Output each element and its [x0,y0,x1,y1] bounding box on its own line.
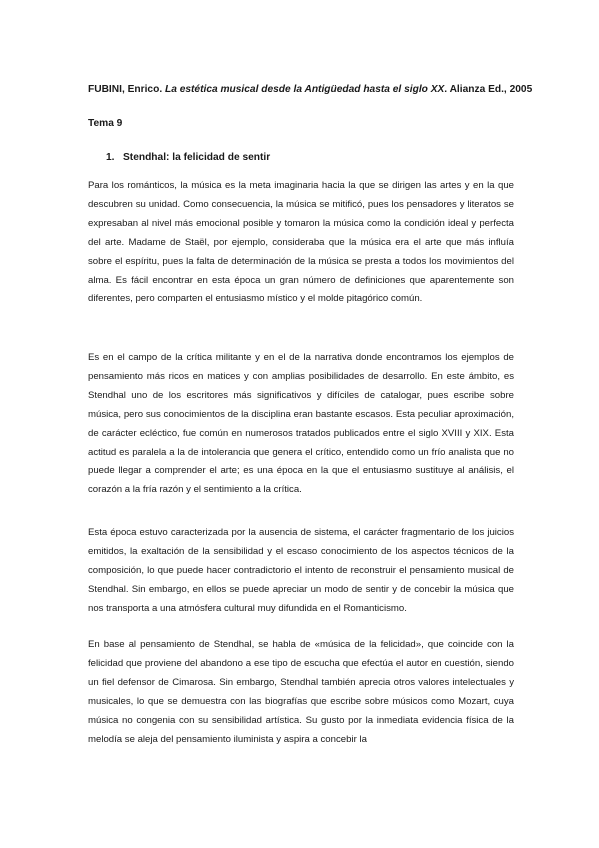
section-heading [106,151,270,165]
section-title: Stendhal: la felicidad de sentir [123,152,271,163]
bibliographic-citation [88,83,533,97]
body-paragraph: Es en el campo de la crítica militante y en el de la narrativa donde encontramos los ejemplos de pensamiento más ricos en matices y con amplias posibilidades de desarrollo. En este ámbito, es Stendhal uno de los escritores más significativos y difíciles de catalogar, pues escribe sobre música, pero sus conocimientos de la disciplina eran bastante escasos. Esta peculiar aproximación, de carácter ecléctico, fue común en numerosos tratados publicados entre el siglo XVIII y XIX. Esta actitud es paralela a la de intolerancia que genera el crítico, entendido como un frío analista que no puede llegar a comprender el arte; es una época en la que el entusiasmo sustituye al análisis, el corazón a la fría razón y el sentimiento a la crítica. [88,352,514,496]
citation-book-title: La estética musical desde la Antigüedad hasta el siglo XX [164,84,445,95]
topic-heading: Tema 9 [88,118,123,129]
citation-publisher: . Alianza Ed., 2005 [444,84,533,95]
citation-author: FUBINI, Enrico. [88,84,165,95]
section-number: 1. [106,152,115,163]
body-paragraph: En base al pensamiento de Stendhal, se habla de «música de la felicidad», que coincide con la felicidad que proviene del abandono a ese tipo de escucha que efectúa el autor en cuestión, siendo un fiel defensor de Cimarosa. Sin embargo, Stendhal también aprecia otros valores intelectuales y musicales, lo que se demuestra con las biografías que escribe sobre músicos como Mozart, cuya música no congenia con su sensibilidad artística. Su gusto por la inmediata evidencia física de la melodía se aleja del pensamiento iluminista y aspira a concebir la [88,639,514,745]
body-paragraph: Para los románticos, la música es la meta imaginaria hacia la que se dirigen las artes y en la que descubren su unidad. Como consecuencia, la música se mitificó, pues los pensadores y literatos se expresaban al nivel más emocional posible y tomaron la música como la condición ideal y perfecta del arte. Madame de Staël, por ejemplo, consideraba que la música era el arte que más influía sobre el espíritu, pues la falta de determinación de la música se presta a todos los movimientos del alma. Es fácil encontrar en esta época un gran número de definiciones que aparentemente son diferentes, pero comparten el entusiasmo místico y el molde pitagórico común. [88,180,514,305]
body-paragraph: Esta época estuvo caracterizada por la ausencia de sistema, el carácter fragmentario de los juicios emitidos, la exaltación de la sensibilidad y el escaso conocimiento de los aspectos técnicos de la composición, lo que puede hacer contradictorio el intento de reconstruir el pensamiento musical de Stendhal. Sin embargo, en ellos se puede apreciar un modo de sentir y de concebir la música que nos transporta a una atmósfera cultural muy difundida en el Romanticismo. [88,527,514,614]
